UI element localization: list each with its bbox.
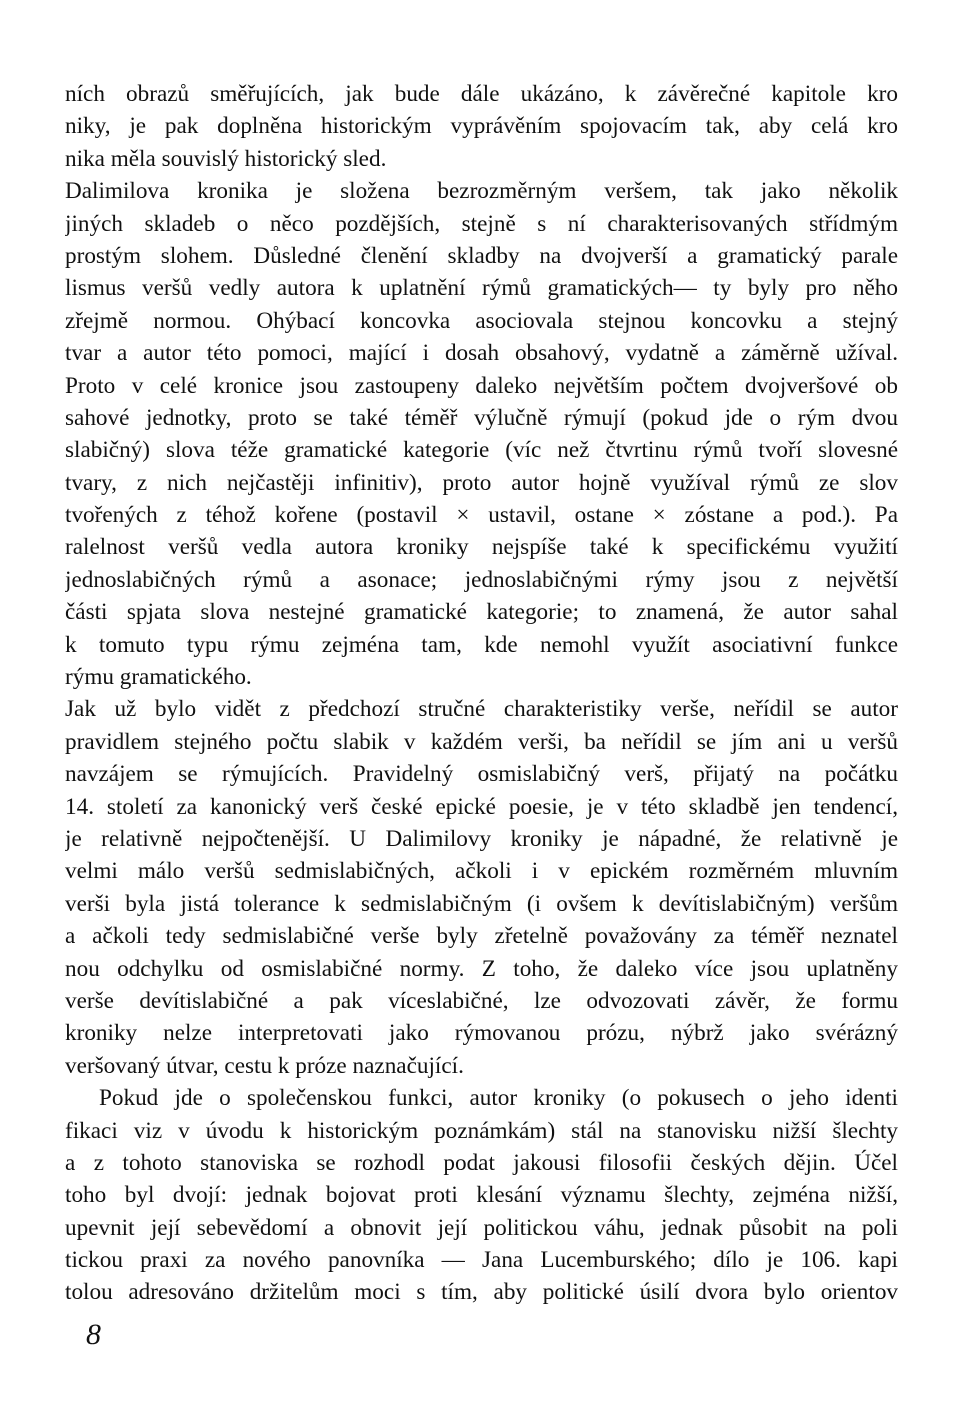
- text-line: pravidlem stejného počtu slabik v každém verši, ba neřídil se jím ani u veršů: [65, 728, 898, 755]
- text-line: nika měla souvislý historický sled.: [65, 145, 387, 172]
- text-line: upevnit její sebevědomí a obnovit její politickou váhu, jednak působit na poli: [65, 1214, 898, 1241]
- text-line: 14. století za kanonický verš české epické poesie, je v této skladbě jen tendencí,: [65, 793, 898, 820]
- text-line: velmi málo veršů sedmislabičných, ačkoli i v epickém rozměrném mluvním: [65, 858, 898, 885]
- text-line: tickou praxi za nového panovníka — Jana Lucemburského; dílo je 106. kapi: [65, 1247, 898, 1274]
- text-line: zřejmě normou. Ohýbací koncovka asociovala stejnou koncovku a stejný: [65, 307, 898, 334]
- text-line: části spjata slova nestejné gramatické kategorie; to znamená, že autor sahal: [65, 599, 898, 626]
- text-line: Dalimilova kronika je složena bezrozměrným veršem, tak jako několik: [65, 178, 898, 205]
- text-line: tvary, z nich nejčastěji infinitiv), proto autor hojně využíval rýmů ze slov: [65, 469, 898, 496]
- text-line: kroniky nelze interpretovati jako rýmovanou prózu, nýbrž jako svérázný: [65, 1020, 898, 1047]
- text-line: ralelnost veršů vedla autora kroniky nejspíše také k specifickému využití: [65, 534, 898, 561]
- text-line: rýmu gramatického.: [65, 664, 252, 691]
- text-line: a ačkoli tedy sedmislabičné verše byly zřetelně považovány za téměř neznatel: [65, 923, 898, 950]
- page-body-text: [65, 78, 898, 1309]
- text-line: navzájem se rýmujících. Pravidelný osmislabičný verš, přijatý na počátku: [65, 761, 898, 788]
- text-line: toho byl dvojí: jednak bojovat proti klesání významu šlechty, zejména nižší,: [65, 1182, 898, 1209]
- text-line: slabičný) slova téže gramatické kategorie (víc než čtvrtinu rýmů tvoří slovesné: [65, 437, 898, 464]
- text-line: verše devítislabičné a pak víceslabičné, lze odvozovati závěr, že formu: [65, 987, 898, 1014]
- text-line: lismus veršů vedly autora k uplatnění rýmů gramatických— ty byly pro něho: [65, 275, 898, 302]
- text-line: sahové jednotky, proto se také téměř výlučně rýmují (pokud jde o rým dvou: [65, 404, 898, 431]
- text-line: jednoslabičných rýmů a asonace; jednoslabičnými rýmy jsou z největší: [65, 566, 898, 593]
- text-line: prostým slohem. Důsledné členění skladby na dvojverší a gramatický parale: [65, 242, 898, 269]
- text-line: tvar a autor této pomoci, mající i dosah obsahový, vydatně a záměrně užíval.: [65, 340, 898, 367]
- text-line: niky, je pak doplněna historickým vyprávěním spojovacím tak, aby celá kro: [65, 113, 898, 140]
- text-line: verši byla jistá tolerance k sedmislabičným (i ovšem k devítislabičným) veršům: [65, 890, 898, 917]
- text-line: fikaci viz v úvodu k historickým poznámkám) stál na stanovisku nižší šlechty: [65, 1117, 898, 1144]
- text-line: k tomuto typu rýmu zejména tam, kde nemohl využít asociativní funkce: [65, 631, 898, 658]
- page-number: 8: [86, 1318, 101, 1351]
- text-line: veršovaný útvar, cestu k próze naznačující.: [65, 1052, 464, 1079]
- text-line: jiných skladeb o něco pozdějších, stejně s ní charakterisovaných střídmým: [65, 210, 898, 237]
- text-line: nou odchylku od osmislabičné normy. Z toho, že daleko více jsou uplatněny: [65, 955, 898, 982]
- text-line: Pokud jde o společenskou funkci, autor kroniky (o pokusech o jeho identi: [99, 1085, 898, 1112]
- text-line: tolou adresováno držitelům moci s tím, aby politické úsilí dvora bylo orientov: [65, 1279, 898, 1306]
- text-line: tvořených z téhož kořene (postavil × ustavil, ostane × zóstane a pod.). Pa: [65, 502, 898, 529]
- text-line: Jak už bylo vidět z předchozí stručné charakteristiky verše, neřídil se autor: [65, 696, 898, 723]
- text-line: a z tohoto stanoviska se rozhodl podat jakousi filosofii českých dějin. Účel: [65, 1149, 898, 1176]
- text-line: ních obrazů směřujících, jak bude dále ukázáno, k závěrečné kapitole kro: [65, 81, 898, 107]
- text-line: Proto v celé kronice jsou zastoupeny daleko největším počtem dvojveršové ob: [65, 372, 898, 399]
- text-line: je relativně nejpočtenější. U Dalimilovy kroniky je nápadné, že relativně je: [65, 825, 898, 852]
